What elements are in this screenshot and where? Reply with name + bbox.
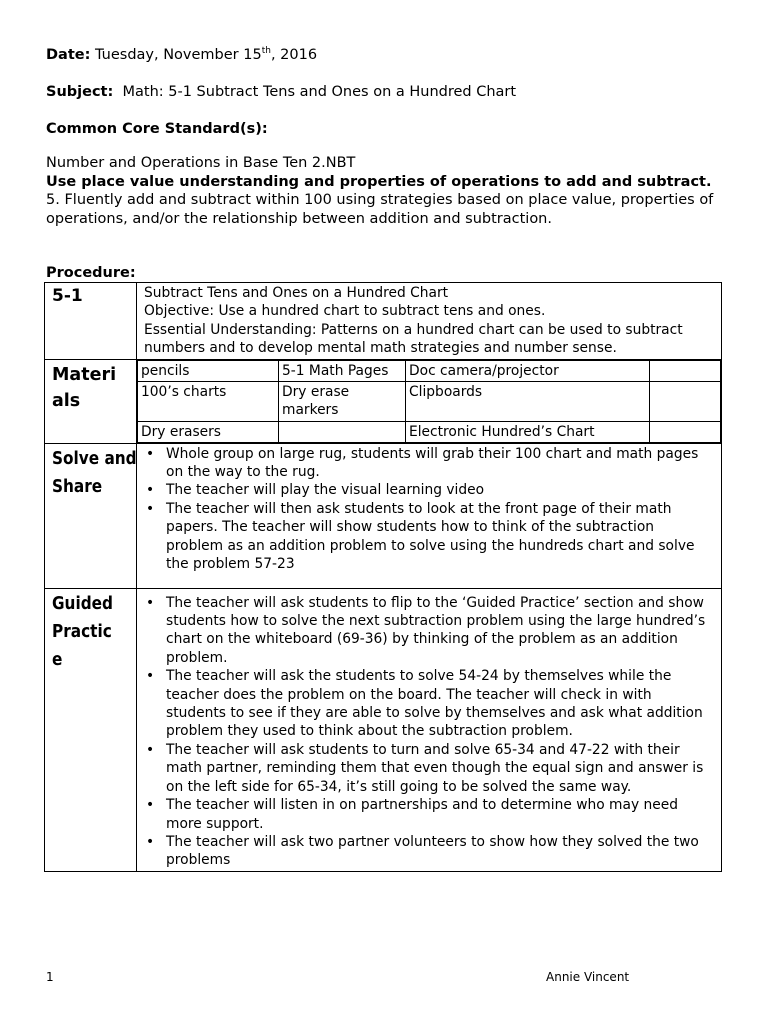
materials-item: 5-1 Math Pages — [279, 360, 406, 381]
guided-practice-label-cell — [45, 588, 137, 871]
materials-grid-row — [138, 421, 721, 442]
list-item: • The teacher will then ask students to look at the front page of their math papers. The teacher will show students how to think of the subtraction problem as an addition problem to solve using the hundreds chart and solve the problem 57-23 — [166, 500, 715, 574]
list-item: • The teacher will ask students to turn and solve 65-34 and 47-22 with their math partner, reminding them that even though the equal sign and answer is on the left side for 65-34, it’s still going to be solved the same way. — [166, 741, 715, 796]
date-label: Date: — [46, 47, 91, 63]
materials-grid-row — [138, 381, 721, 421]
guided-practice-row — [45, 588, 722, 871]
materials-item — [650, 381, 721, 421]
date-suffix: th — [261, 46, 271, 56]
materials-cell — [137, 359, 722, 443]
materials-item: Dry erasers — [138, 421, 279, 442]
standard-description: 5. Fluently add and subtract within 100 using strategies based on place value, properties of operations, and/or the relationship between addition and subtraction. — [46, 192, 714, 227]
subject-label: Subject: — [46, 84, 114, 100]
lesson-row — [45, 283, 722, 360]
solve-share-label-cell — [45, 443, 137, 588]
standard-cluster: Use place value understanding and properties of operations to add and subtract. — [46, 173, 712, 190]
list-item: • The teacher will ask students to flip to the ‘Guided Practice’ section and show students how to solve the next subtraction problem using the large hundred’s chart on the whiteboard (69-36) by thinking of the problem as an addition problem. — [166, 594, 715, 668]
materials-item: Dry erase markers — [279, 381, 406, 421]
guided-practice-content — [137, 588, 722, 871]
solve-share-content — [137, 443, 722, 588]
materials-item — [279, 421, 406, 442]
list-item: • The teacher will ask two partner volunteers to show how they solved the two problems — [166, 833, 715, 870]
materials-item: 100’s charts — [138, 381, 279, 421]
list-item: • The teacher will ask the students to solve 54-24 by themselves while the teacher does the problem on the board. The teacher will check in with students to see if they are able to solve by themselves and ask what addition problem they used to think about the subtraction problem. — [166, 667, 715, 741]
solve-share-row — [45, 443, 722, 588]
lesson-plan-table — [44, 282, 722, 872]
standard-domain: Number and Operations in Base Ten 2.NBT — [46, 155, 356, 171]
materials-row — [45, 359, 722, 443]
lesson-description — [137, 283, 722, 360]
subject-line — [46, 83, 516, 101]
page-number: 1 — [46, 970, 54, 984]
lesson-objective: Objective: Use a hundred chart to subtract tens and ones. — [144, 303, 546, 320]
procedure-label: Procedure: — [46, 265, 136, 281]
lesson-title: Subtract Tens and Ones on a Hundred Chart — [144, 285, 449, 301]
solve-share-label: Solve and Share — [52, 447, 137, 497]
standards-text — [46, 154, 726, 228]
lesson-understanding: Essential Understanding: Patterns on a hundred chart can be used to subtract numbers and to develop mental math strategies and number sense. — [144, 321, 683, 357]
standards-label: Common Core Standard(s): — [46, 121, 268, 137]
list-item: • The teacher will play the visual learning video — [166, 481, 715, 499]
materials-grid — [137, 360, 721, 443]
list-item: • The teacher will listen in on partnerships and to determine who may need more support. — [166, 796, 715, 833]
materials-item — [650, 421, 721, 442]
date-year: , 2016 — [270, 47, 318, 63]
materials-item: Doc camera/projector — [406, 360, 650, 381]
materials-item: Electronic Hundred’s Chart — [406, 421, 650, 442]
solve-share-list — [144, 445, 715, 574]
materials-label: Materi als — [45, 359, 137, 443]
materials-item: Clipboards — [406, 381, 650, 421]
guided-practice-label: Guided Practic e — [52, 592, 113, 670]
materials-grid-row — [138, 360, 721, 381]
guided-practice-list — [144, 594, 715, 870]
lesson-code: 5-1 — [45, 283, 137, 360]
footer-author: Annie Vincent — [546, 970, 630, 984]
materials-item — [650, 360, 721, 381]
subject-value: Math: 5-1 Subtract Tens and Ones on a Hundred Chart — [122, 84, 517, 100]
date-line — [46, 46, 317, 64]
list-item: • Whole group on large rug, students will grab their 100 chart and math pages on the way to the rug. — [166, 445, 715, 482]
materials-item: pencils — [138, 360, 279, 381]
date-value: Tuesday, November 15 — [95, 47, 262, 63]
